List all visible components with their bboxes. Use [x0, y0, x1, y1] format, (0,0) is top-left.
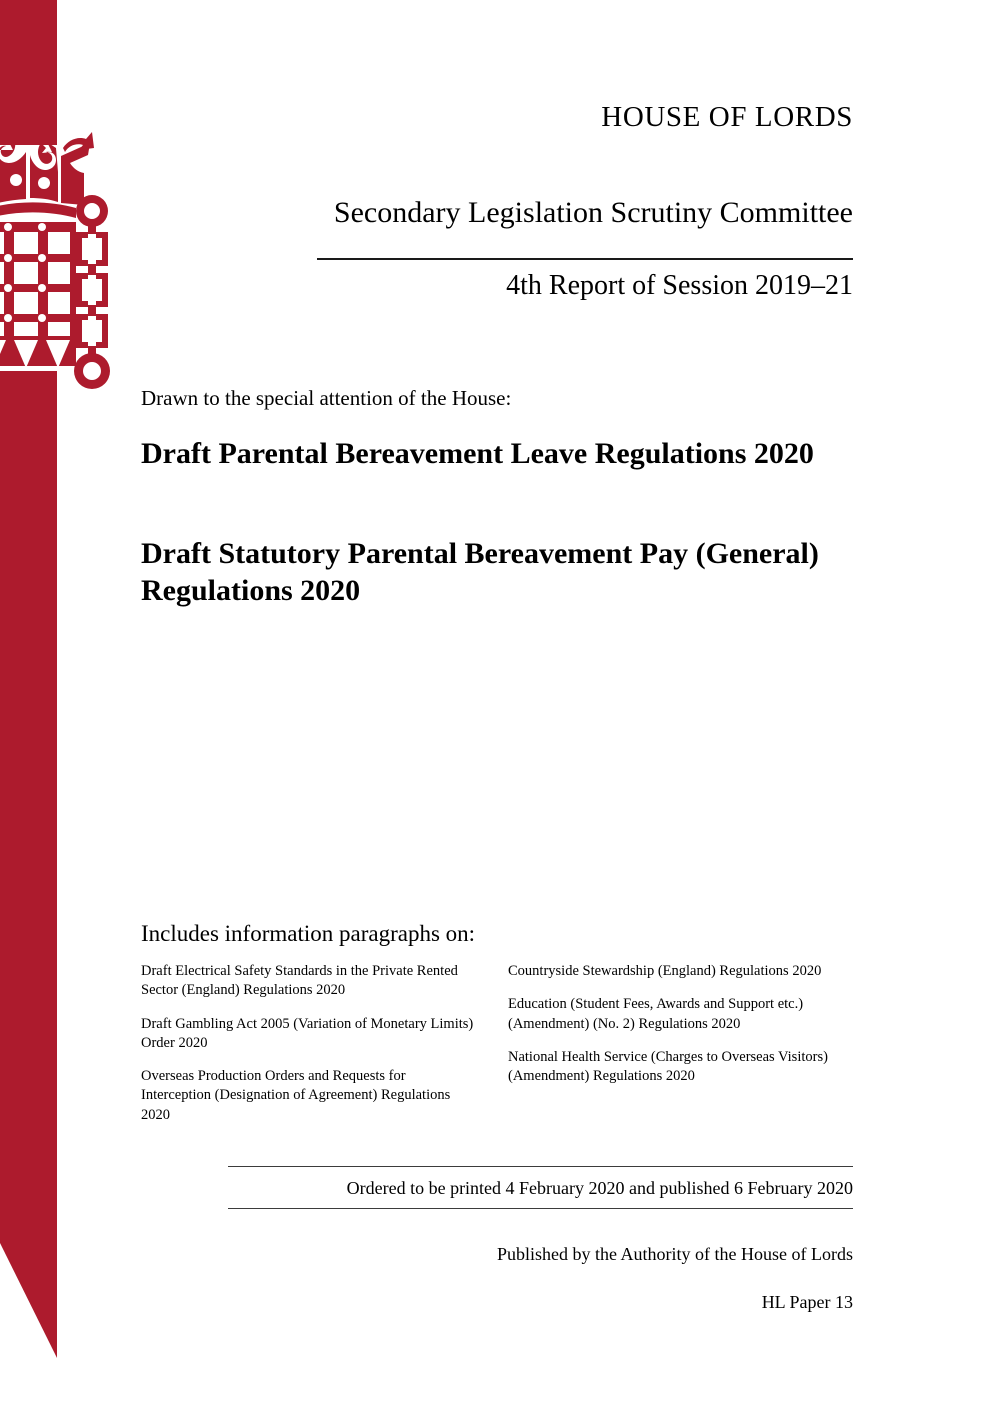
list-item: National Health Service (Charges to Overseas Visitors) (Amendment) Regulations 2020	[508, 1048, 828, 1085]
page-title-house: HOUSE OF LORDS	[601, 101, 853, 133]
band-segment-bottom-taper	[0, 371, 57, 1358]
ordered-printed-line: Ordered to be printed 4 February 2020 and published 6 February 2020	[346, 1178, 853, 1198]
special-attention-item-2: Draft Statutory Parental Bereavement Pay (General) Regulations 2020	[141, 537, 819, 607]
special-attention-item-1: Draft Parental Bereavement Leave Regulations 2020	[141, 437, 814, 470]
crowned-portcullis-icon	[0, 132, 110, 389]
footer-rule-bottom	[228, 1208, 853, 1209]
information-column-right	[497, 962, 853, 1125]
information-paragraphs-columns	[141, 962, 853, 1125]
drawn-to-attention-label: Drawn to the special attention of the House:	[141, 386, 512, 410]
list-item: Overseas Production Orders and Requests for Interception (Designation of Agreement) Regulations 2020	[141, 1068, 451, 1123]
includes-information-heading: Includes information paragraphs on:	[141, 921, 476, 946]
information-column-left	[141, 962, 497, 1125]
cover-content	[141, 0, 853, 1401]
band-segment-top	[0, 0, 57, 145]
list-item: Draft Gambling Act 2005 (Variation of Monetary Limits) Order 2020	[141, 1015, 474, 1051]
footer-ordered-block	[228, 1166, 853, 1209]
title-divider-rule	[317, 258, 853, 260]
report-session-label: 4th Report of Session 2019–21	[506, 270, 853, 301]
committee-title: Secondary Legislation Scrutiny Committee	[333, 196, 853, 229]
list-item: Draft Electrical Safety Standards in the Private Rented Sector (England) Regulations 2020	[141, 963, 458, 999]
paper-number: HL Paper 13	[761, 1292, 853, 1312]
list-item: Countryside Stewardship (England) Regulations 2020	[508, 963, 822, 979]
published-authority-line: Published by the Authority of the House of Lords	[497, 1244, 853, 1264]
list-item: Education (Student Fees, Awards and Support etc.) (Amendment) (No. 2) Regulations 2020	[508, 996, 804, 1032]
